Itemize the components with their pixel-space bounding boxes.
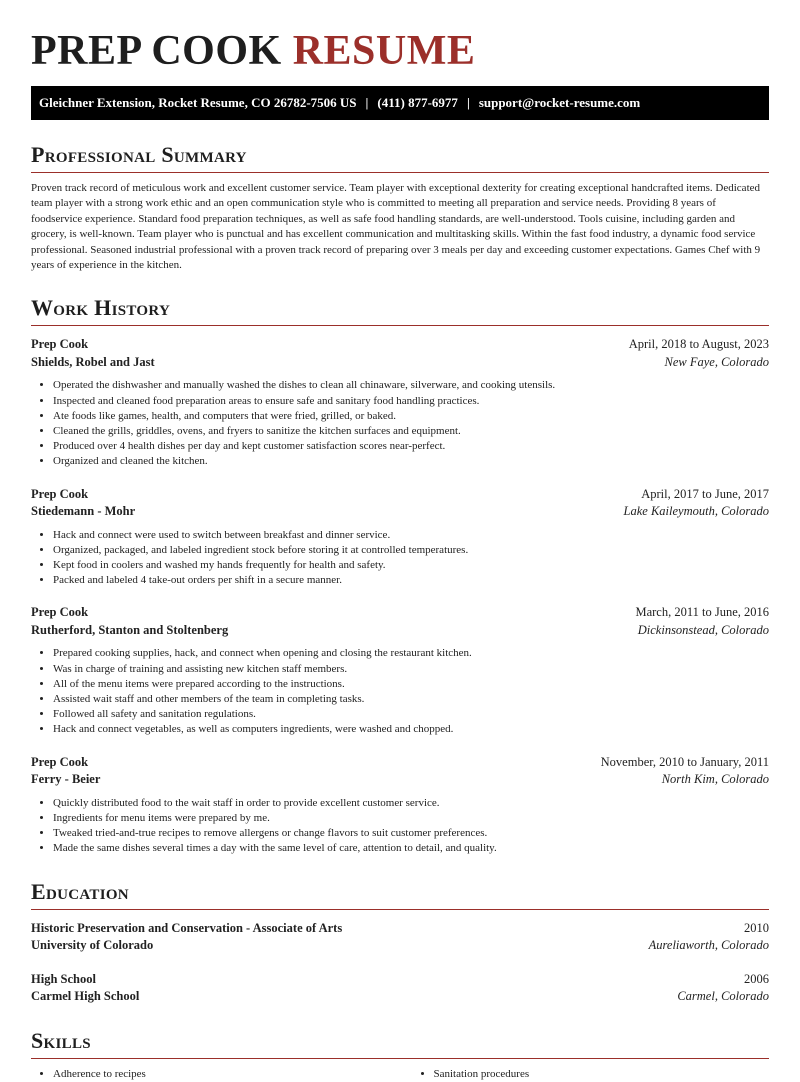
education-degree: High School <box>31 971 96 986</box>
education-school: University of Colorado <box>31 938 154 952</box>
summary-text: Proven track record of meticulous work and excellent customer service. Team player with exceptional dexterity for creating exceptional handcrafted items. Dedicated team player with a strong work ethic and an open communication style who is committed to meeting all preparation and service needs. Providing 8 years of foodservice experience. Standard food preparation techniques, as well as safe food handling standards, are well-understood. Tools cuisine, including garden and grocery, is well-known. Team player who is punctual and has excellent communication and multitasking skills. Within the fast food industry, a dynamic food service professional. Seasoned industrial professional with a proven track record of preparing over 3 meals per day and exceeding customer expectations. Games Chef with 9 years of experience in the kitchen. <box>31 182 761 272</box>
job-entry <box>31 604 769 737</box>
job-bullet: • Ingredients for menu items were prepared by me. <box>53 811 769 826</box>
job-location: New Faye, Colorado <box>664 354 769 369</box>
education-heading: Education <box>31 878 129 904</box>
job-bullet: • Organized, packaged, and labeled ingredient stock before storing it at controlled temperatures. <box>53 543 769 558</box>
title-main: PREP COOK <box>31 28 282 74</box>
education-entry <box>31 971 769 1006</box>
job-bullet: • Packed and labeled 4 take-out orders per shift in a secure manner. <box>53 573 769 588</box>
title-accent: RESUME <box>292 28 476 74</box>
education-year: 2010 <box>744 920 769 935</box>
job-location: North Kim, Colorado <box>661 772 769 787</box>
skills-heading: Skills <box>31 1027 91 1053</box>
job-role: Prep Cook <box>31 754 89 769</box>
contact-phone: (411) 877-6977 <box>377 95 458 110</box>
skills-section <box>31 1028 769 1082</box>
contact-separator: | <box>365 95 369 110</box>
job-bullet: • Hack and connect vegetables, as well as computers ingredients, were washed and chopped. <box>53 722 769 737</box>
job-bullet: • Kept food in coolers and washed my hands frequently for health and safety. <box>53 558 769 573</box>
contact-bar <box>31 86 769 120</box>
education-school: Carmel High School <box>31 989 140 1003</box>
education-section <box>31 879 769 1006</box>
job-role: Prep Cook <box>31 337 89 352</box>
job-bullet: • Hack and connect were used to switch between breakfast and dinner service. <box>53 528 769 543</box>
job-bullet: • Prepared cooking supplies, hack, and connect when opening and closing the restaurant kitchen. <box>53 646 769 661</box>
section-divider <box>31 325 769 326</box>
resume-title <box>31 28 769 74</box>
work-history-section <box>31 295 769 856</box>
skill-item: • Sanitation procedures <box>434 1067 770 1082</box>
job-dates: March, 2011 to June, 2016 <box>635 605 769 620</box>
section-divider <box>31 909 769 910</box>
job-entry <box>31 336 769 469</box>
job-company: Rutherford, Stanton and Stoltenberg <box>31 622 229 637</box>
skills-list <box>31 1067 769 1082</box>
resume-page <box>31 0 769 1082</box>
job-company: Ferry - Beier <box>31 772 101 787</box>
job-dates: April, 2017 to June, 2017 <box>641 486 769 501</box>
job-location: Lake Kaileymouth, Colorado <box>623 504 769 519</box>
job-bullet: • Inspected and cleaned food preparation areas to ensure safe and sanitary food handling practices. <box>53 394 769 409</box>
contact-separator: | <box>466 95 470 110</box>
job-bullet: • Assisted wait staff and other members of the team in completing tasks. <box>53 692 769 707</box>
job-bullet: • Ate foods like games, health, and computers that were fried, grilled, or baked. <box>53 409 769 424</box>
job-bullet: • Cleaned the grills, griddles, ovens, and fryers to sanitize the kitchen surfaces and equipment. <box>53 424 769 439</box>
job-dates: November, 2010 to January, 2011 <box>600 754 769 769</box>
summary-section <box>31 142 769 273</box>
job-role: Prep Cook <box>31 486 89 501</box>
job-bullets <box>31 528 769 589</box>
job-bullet: • Quickly distributed food to the wait staff in order to provide excellent customer service. <box>53 796 769 811</box>
job-dates: April, 2018 to August, 2023 <box>628 337 769 352</box>
job-bullet: • Tweaked tried-and-true recipes to remove allergens or change flavors to suit customer preferences. <box>53 826 769 841</box>
job-bullets <box>31 796 769 857</box>
work-history-heading: Work History <box>31 295 171 321</box>
job-location: Dickinsonstead, Colorado <box>637 622 769 637</box>
summary-heading: Professional Summary <box>31 142 247 167</box>
job-company: Shields, Robel and Jast <box>31 354 155 369</box>
skills-column-left <box>31 1067 389 1082</box>
section-divider <box>31 1058 769 1059</box>
section-divider <box>31 172 769 173</box>
contact-email: support@rocket-resume.com <box>478 95 641 110</box>
job-company: Stiedemann - Mohr <box>31 504 136 519</box>
job-bullet: • Was in charge of training and assisting new kitchen staff members. <box>53 662 769 677</box>
job-bullet: • Operated the dishwasher and manually washed the dishes to clean all chinaware, silverware, and cooking utensils. <box>53 378 769 393</box>
job-bullets <box>31 646 769 737</box>
education-location: Carmel, Colorado <box>677 989 769 1003</box>
job-bullet: • Produced over 4 health dishes per day and kept customer satisfaction scores near-perfect. <box>53 439 769 454</box>
job-entry <box>31 486 769 589</box>
education-location: Aureliaworth, Colorado <box>648 938 769 952</box>
education-entry <box>31 920 769 955</box>
job-role: Prep Cook <box>31 605 89 620</box>
job-bullet: • Made the same dishes several times a day with the same level of care, attention to detail, and quality. <box>53 841 769 856</box>
education-degree: Historic Preservation and Conservation - Associate of Arts <box>31 920 343 935</box>
job-entry <box>31 754 769 857</box>
education-year: 2006 <box>744 971 769 986</box>
contact-address: Gleichner Extension, Rocket Resume, CO 26782-7506 US <box>39 95 357 110</box>
skills-column-right <box>412 1067 770 1082</box>
job-bullet: • Followed all safety and sanitation regulations. <box>53 707 769 722</box>
job-bullets <box>31 378 769 469</box>
job-bullet: • All of the menu items were prepared according to the instructions. <box>53 677 769 692</box>
job-bullet: • Organized and cleaned the kitchen. <box>53 454 769 469</box>
skill-item: • Adherence to recipes <box>53 1067 389 1082</box>
